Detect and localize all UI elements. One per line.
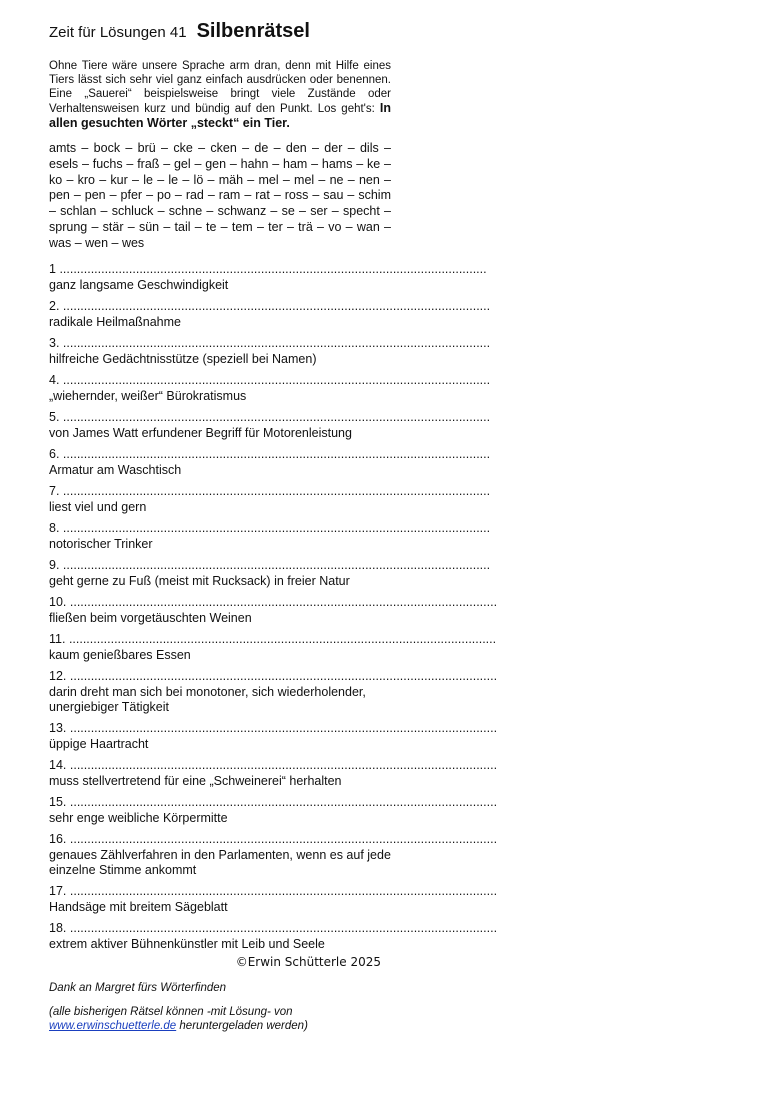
question-clue: fließen beim vorgetäuschten Weinen [49,610,252,625]
question-number: 15. [49,794,67,809]
question-item [49,409,491,441]
question-clue: üppige Haartracht [49,736,149,751]
answer-dots: ........................................................................................................................... [69,668,498,683]
answer-dots: ........................................................................................................................... [62,409,491,424]
answer-line[interactable] [49,261,487,277]
question-clue: genaues Zählverfahren in den Parlamenten, wenn es auf jede einzelne Stimme ankommt [49,847,391,877]
answer-line[interactable] [49,831,498,847]
answer-line[interactable] [49,372,491,388]
answer-dots: ........................................................................................................................... [69,757,498,772]
question-item [49,446,491,478]
answer-line[interactable] [49,720,498,736]
question-number: 6. [49,446,60,461]
question-number: 13. [49,720,67,735]
question-clue: Handsäge mit breitem Sägeblatt [49,899,228,914]
question-item [49,720,498,752]
answer-dots: ........................................................................................................................... [62,557,491,572]
question-number: 8. [49,520,60,535]
question-number: 11. [49,631,66,646]
question-clue: extrem aktiver Bühnenkünstler mit Leib und Seele [49,936,325,951]
question-clue: von James Watt erfundener Begriff für Motorenleistung [49,425,352,440]
question-item [49,298,491,330]
answer-dots: ........................................................................................................................... [69,720,498,735]
answer-line[interactable] [49,883,498,899]
answer-line[interactable] [49,520,491,536]
answer-dots: ........................................................................................................................... [62,335,491,350]
answer-dots: ........................................................................................................................... [69,883,498,898]
worksheet [49,20,498,1033]
question-item [49,372,491,404]
question-number: 1 [49,261,56,276]
download-note-end: heruntergeladen werden) [176,1019,308,1032]
question-clue: hilfreiche Gedächtnisstütze (speziell bei Namen) [49,351,317,366]
question-item [49,631,497,663]
syllable-list: amts – bock – brü – cke – cken – de – den – der – dils – esels – fuchs – fraß – gel – gen – hahn – ham – hams – ke – ko – kro – kur – le – le – lö – mäh – mel – mel – ne – nen – pen – pen – pfer – po – rad – ram – rat – ross – sau – schim – schlan – schluck – schne – schwanz – se – ser – specht – sprung – stär – sün – tail – te – tem – ter – trä – vo – wan – was – wen – wes [49,141,391,250]
page-title: Silbenrätsel [196,20,310,42]
question-number: 4. [49,372,60,387]
question-clue: sehr enge weibliche Körpermitte [49,810,228,825]
question-clue: ganz langsame Geschwindigkeit [49,277,229,292]
download-note-start: (alle bisherigen Rätsel können -mit Lösung- von [49,1005,293,1018]
question-item [49,794,498,826]
answer-dots: ........................................................................................................................... [69,794,498,809]
question-clue: „wiehernder, weißer“ Bürokratismus [49,388,247,403]
question-number: 5. [49,409,60,424]
website-link[interactable]: www.erwinschuetterle.de [49,1019,177,1032]
answer-dots: ........................................................................................................................... [62,446,491,461]
answer-dots: ........................................................................................................................... [62,483,491,498]
answer-dots: ........................................................................................................................... [59,261,487,276]
answer-dots: ........................................................................................................................... [69,831,498,846]
question-number: 3. [49,335,60,350]
answer-dots: ........................................................................................................................... [69,594,498,609]
question-number: 10. [49,594,67,609]
question-item [49,483,491,515]
question-item [49,831,498,878]
page-subtitle: Zeit für Lösungen 41 [49,24,187,41]
copyright: ©Erwin Schütterle 2025 [235,954,381,969]
question-item [49,261,487,293]
answer-line[interactable] [49,757,498,773]
answer-line[interactable] [49,298,491,314]
question-clue: Armatur am Waschtisch [49,462,182,477]
question-list [49,261,498,952]
answer-line[interactable] [49,446,491,462]
question-item [49,883,498,915]
question-number: 18. [49,920,67,935]
answer-dots: ........................................................................................................................... [62,372,491,387]
answer-dots: ........................................................................................................................... [62,520,491,535]
question-item [49,335,491,367]
question-item [49,920,498,952]
question-clue: geht gerne zu Fuß (meist mit Rucksack) in freier Natur [49,573,350,588]
question-clue: notorischer Trinker [49,536,153,551]
question-item [49,668,498,715]
question-number: 9. [49,557,60,572]
question-item [49,594,498,626]
answer-line[interactable] [49,920,498,936]
answer-line[interactable] [49,631,497,647]
question-clue: darin dreht man sich bei monotoner, sich wiederholender, unergiebiger Tätigkeit [49,684,366,714]
answer-dots: ........................................................................................................................... [62,298,491,313]
answer-line[interactable] [49,409,491,425]
question-number: 16. [49,831,67,846]
intro-bold-text: In allen gesuchten Wörter „steckt“ ein Tier. [49,101,391,130]
question-item [49,520,491,552]
question-number: 12. [49,668,67,683]
question-clue: muss stellvertretend für eine „Schweinerei“ herhalten [49,773,342,788]
answer-line[interactable] [49,794,498,810]
answer-line[interactable] [49,668,498,684]
thanks-note: Dank an Margret fürs Wörterfinden [49,981,227,994]
question-clue: radikale Heilmaßnahme [49,314,182,329]
question-number: 7. [49,483,60,498]
answer-dots: ........................................................................................................................... [69,920,498,935]
answer-line[interactable] [49,557,491,573]
answer-line[interactable] [49,483,491,499]
answer-line[interactable] [49,335,491,351]
question-item [49,757,498,789]
question-number: 2. [49,298,60,313]
answer-dots: ........................................................................................................................... [68,631,497,646]
intro-paragraph [49,59,391,131]
download-note [49,1005,391,1033]
header [49,20,391,43]
question-clue: kaum genießbares Essen [49,647,191,662]
question-number: 17. [49,883,67,898]
question-item [49,557,491,589]
answer-line[interactable] [49,594,498,610]
question-number: 14. [49,757,67,772]
question-clue: liest viel und gern [49,499,147,514]
intro-text: Ohne Tiere wäre unsere Sprache arm dran, denn mit Hilfe eines Tiers lässt sich sehr viel ganz einfach ausdrücken oder benennen. Eine „Sauerei“ beispielsweise bringt viele Zustände oder Verhaltensweisen kurz und bündig auf den Punkt. Los geht's: [49,60,391,115]
